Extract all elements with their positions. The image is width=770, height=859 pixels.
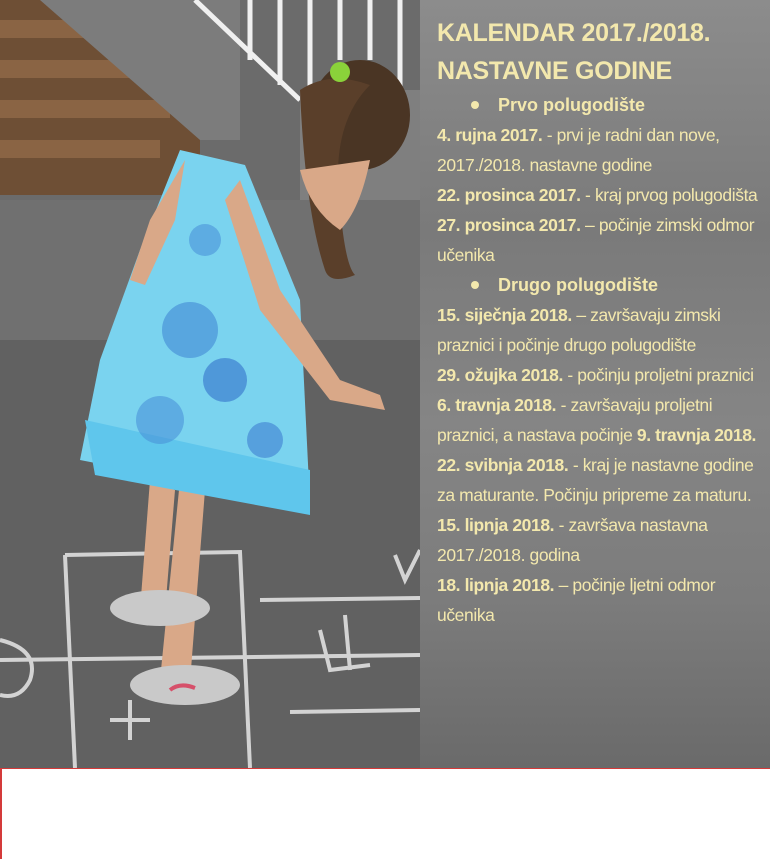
photo-girl-playing-hopscotch	[0, 0, 420, 768]
bullet-icon	[471, 101, 479, 109]
title-line-1: KALENDAR 2017./2018.	[437, 19, 711, 47]
calendar-entry: 22. svibnja 2018. - kraj je nastavne godine za maturante. Počinju pripreme za maturu.	[437, 455, 754, 505]
calendar-panel	[420, 0, 770, 768]
calendar-entry: 15. lipnja 2018. - završava nastavna 2017./2018. godina	[437, 515, 708, 565]
calendar-entry: 15. siječnja 2018. – završavaju zimski praznici i počinje drugo polugodište	[437, 305, 721, 355]
calendar-entry: 6. travnja 2018. - završavaju proljetni praznici, a nastava počinje 9. travnja 2018.	[437, 395, 757, 445]
accent-line	[0, 769, 2, 859]
section-heading-second-semester: Drugo polugodište	[437, 270, 767, 300]
calendar-entry: 27. prosinca 2017. – počinje zimski odmor učenika	[437, 215, 755, 265]
calendar-text	[437, 14, 767, 630]
title-line-2: NASTAVNE GODINE	[437, 57, 672, 85]
bullet-icon	[471, 281, 479, 289]
calendar-entry: 29. ožujka 2018. - počinju proljetni praznici	[437, 365, 754, 385]
calendar-entry: 18. lipnja 2018. – počinje ljetni odmor učenika	[437, 575, 716, 625]
section-heading-first-semester: Prvo polugodište	[437, 90, 767, 120]
calendar-entry: 4. rujna 2017. - prvi je radni dan nove, 2017./2018. nastavne godine	[437, 125, 720, 175]
blank-footer-area	[0, 768, 770, 859]
calendar-entry: 22. prosinca 2017. - kraj prvog polugodišta	[437, 185, 758, 205]
